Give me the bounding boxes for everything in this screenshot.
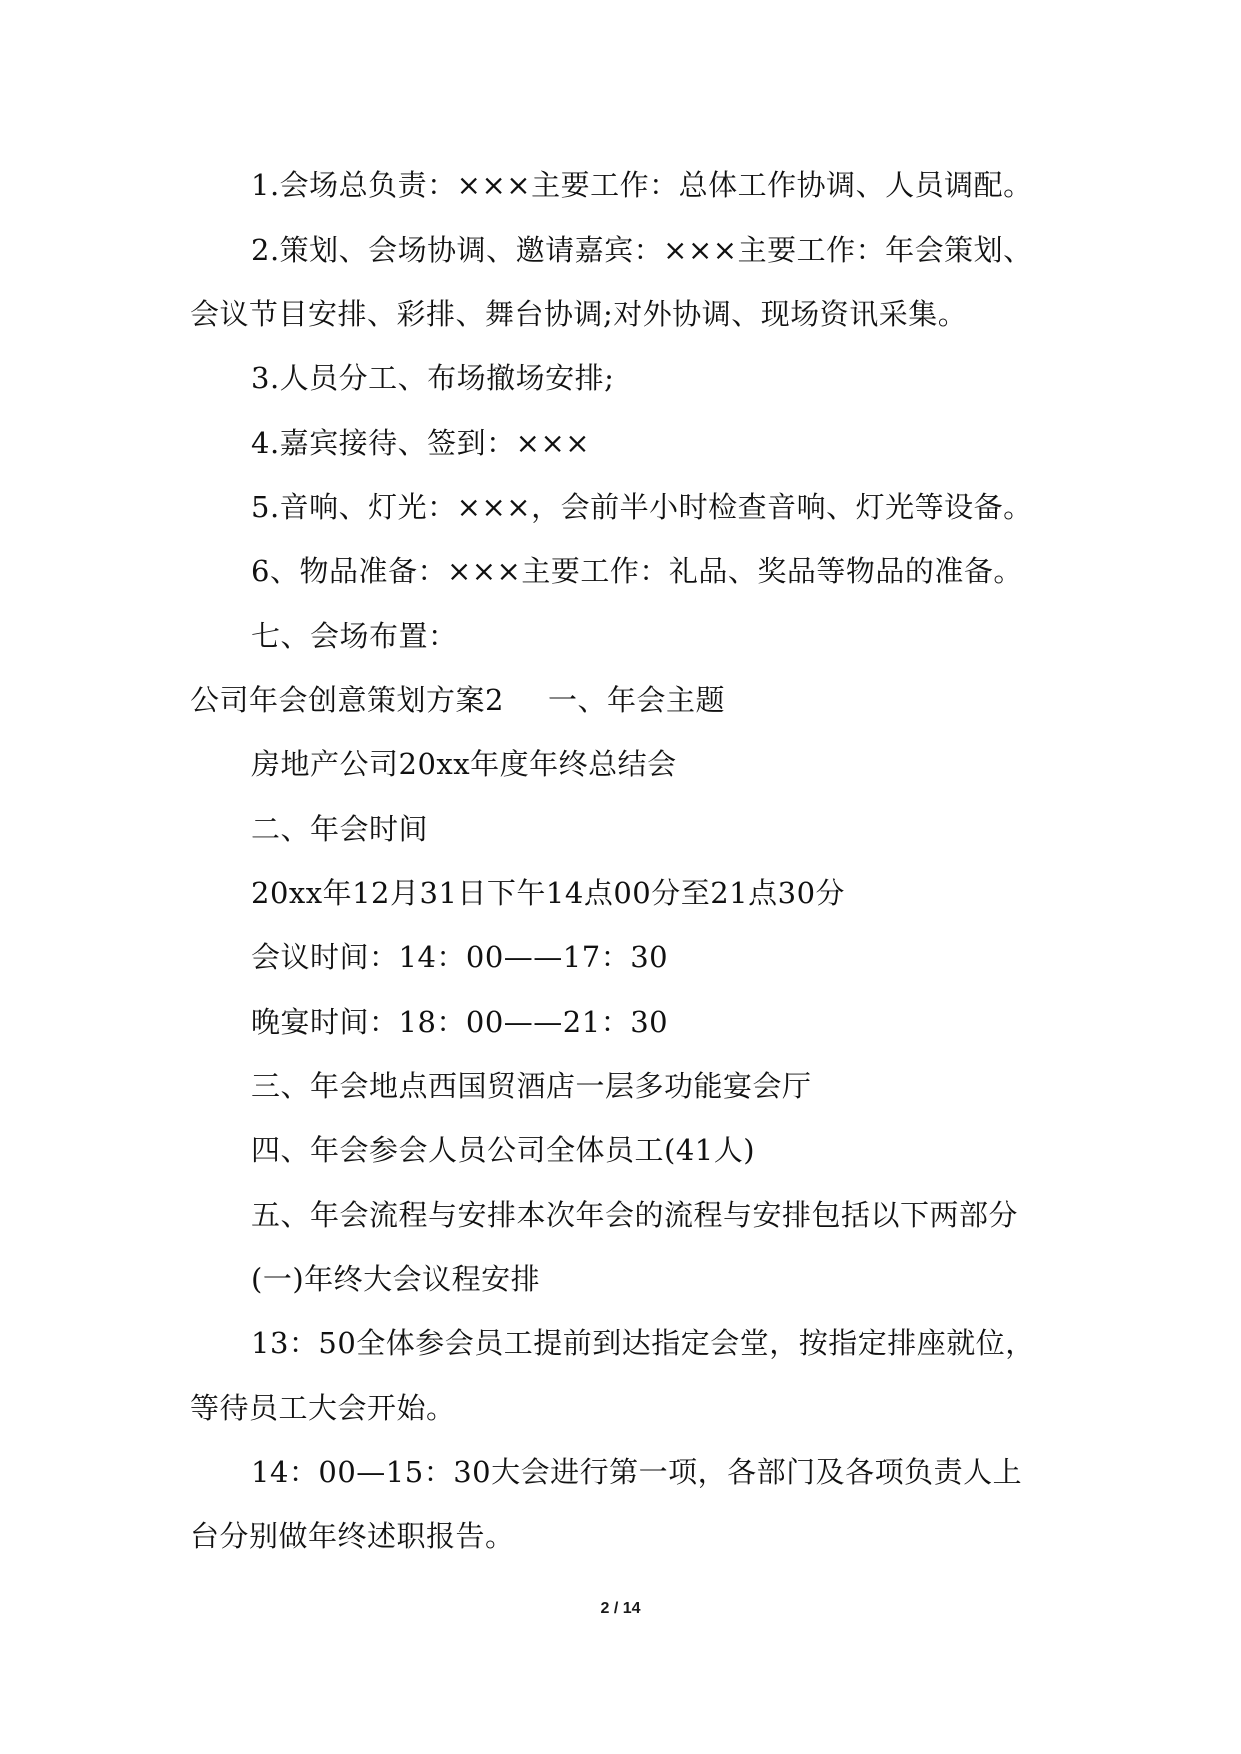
text-line-20: 等待员工大会开始。 — [190, 1391, 456, 1425]
heading-line — [190, 680, 725, 720]
text-line-19: 13：50全体参会员工提前到达指定会堂，按指定排座就位， — [251, 1326, 1035, 1360]
text-line-12: 20xx年12月31日下午14点00分至21点30分 — [251, 876, 846, 910]
plan-title: 公司年会创意策划方案2 — [190, 683, 504, 717]
text-line-5: 4.嘉宾接待、签到：××× — [251, 426, 591, 460]
section-heading: 一、年会主题 — [547, 683, 725, 717]
text-line-16: 四、年会参会人员公司全体员工(41人) — [251, 1133, 756, 1167]
text-line-2: 2.策划、会场协调、邀请嘉宾：×××主要工作：年会策划、 — [251, 233, 1033, 267]
text-line-15: 三、年会地点西国贸酒店一层多功能宴会厅 — [251, 1069, 812, 1103]
text-line-11: 二、年会时间 — [251, 812, 429, 846]
text-line-6: 5.音响、灯光：×××，会前半小时检查音响、灯光等设备。 — [251, 490, 1033, 524]
text-line-17: 五、年会流程与安排本次年会的流程与安排包括以下两部分 — [251, 1198, 1019, 1232]
page-number: 2 / 14 — [600, 1600, 641, 1617]
text-line-8: 七、会场布置： — [251, 619, 458, 653]
text-line-18: (一)年终大会议程安排 — [251, 1262, 541, 1296]
text-line-3: 会议节目安排、彩排、舞台协调;对外协调、现场资讯采集。 — [190, 297, 968, 331]
text-line-10: 房地产公司20xx年度年终总结会 — [251, 747, 677, 781]
text-line-14: 晚宴时间：18：00——21：30 — [251, 1005, 669, 1039]
text-line-1: 1.会场总负责：×××主要工作：总体工作协调、人员调配。 — [251, 168, 1033, 202]
text-line-7: 6、物品准备：×××主要工作：礼品、奖品等物品的准备。 — [251, 554, 1023, 588]
text-line-21: 14：00—15：30大会进行第一项，各部门及各项负责人上 — [251, 1455, 1023, 1489]
text-line-13: 会议时间：14：00——17：30 — [251, 940, 669, 974]
text-line-4: 3.人员分工、布场撤场安排; — [251, 361, 615, 395]
text-line-22: 台分别做年终述职报告。 — [190, 1519, 515, 1553]
